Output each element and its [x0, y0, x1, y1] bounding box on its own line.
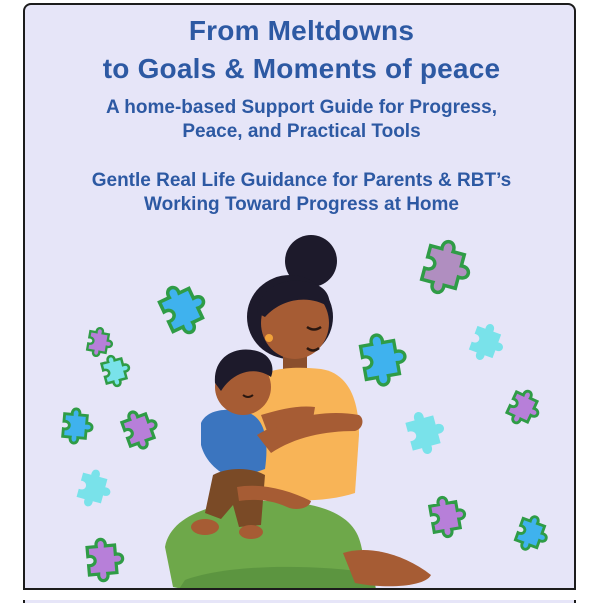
puzzle-piece-icon: [513, 513, 551, 555]
puzzle-piece-icon: [359, 331, 409, 388]
title-line-2: to Goals & Moments of peace: [102, 53, 501, 84]
puzzle-piece-icon: [100, 352, 133, 388]
puzzle-piece-icon: [404, 407, 450, 458]
mother-hugging-child: [165, 235, 431, 595]
book-cover: [23, 3, 576, 603]
bottom-border: [23, 588, 576, 600]
cover-illustration: [25, 5, 576, 603]
subtitle-line-1: A home-based Support Guide for Progress,: [106, 97, 497, 118]
puzzle-piece-icon: [62, 408, 93, 445]
puzzle-piece-icon: [504, 387, 544, 430]
puzzle-piece-icon: [419, 237, 475, 299]
puzzle-piece-icon: [86, 538, 124, 582]
puzzle-piece-icon: [467, 320, 510, 366]
puzzle-piece-icon: [156, 278, 213, 339]
tagline-line-2: Working Toward Progress at Home: [144, 194, 459, 215]
subtitle-line-2: Peace, and Practical Tools: [182, 121, 421, 142]
puzzle-piece-icon: [86, 327, 114, 359]
puzzle-piece-icon: [120, 406, 163, 452]
puzzle-piece-icon: [75, 466, 115, 511]
tagline-line-1: Gentle Real Life Guidance for Parents & RBT’s: [91, 170, 512, 191]
puzzle-piece-icon: [429, 494, 468, 539]
title-line-1: From Meltdowns: [188, 15, 415, 46]
